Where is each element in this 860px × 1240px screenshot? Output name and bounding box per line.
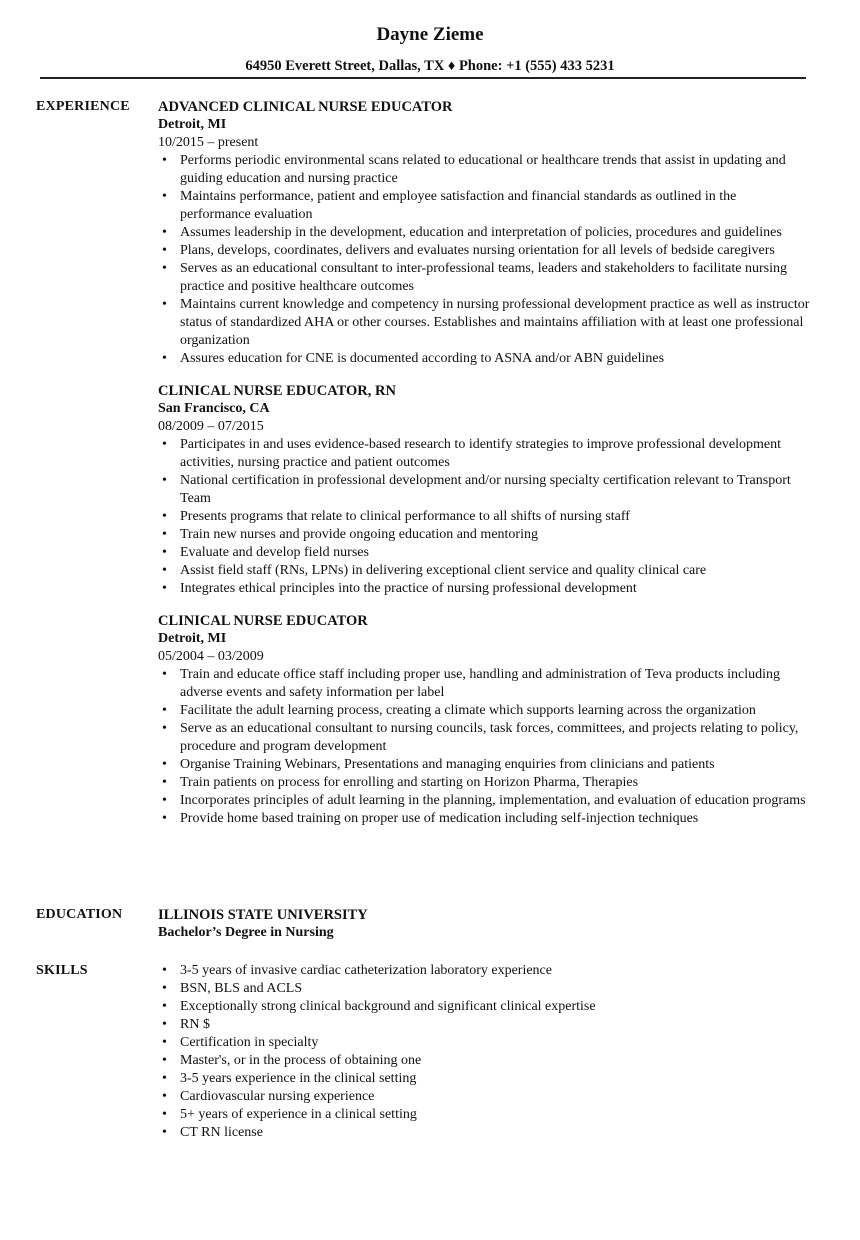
education-degree: Bachelor’s Degree in Nursing [158,925,334,940]
job-bullet-list [158,436,810,598]
list-item: • CT RN license [158,1124,810,1142]
list-item: • Maintains current knowledge and competency in nursing professional development practice as well as instructor status of standardized AHA or other courses. Establishes and maintains affiliation with at least one professional organization [158,296,810,350]
job-location: Detroit, MI [158,117,227,132]
skills-list [158,962,810,1142]
skills-section [158,962,810,1142]
list-item: • BSN, BLS and ACLS [158,980,810,998]
list-item: • Serves as an educational consultant to inter-professional teams, leaders and stakeholders to facilitate nursing practice and positive healthcare outcomes [158,260,810,296]
job-bullet-list [158,152,810,368]
list-item: • RN $ [158,1016,810,1034]
list-item: • Maintains performance, patient and employee satisfaction and financial standards as outlined in the performance evaluation [158,188,810,224]
education-section [158,906,810,942]
job-dates: 10/2015 – present [158,135,259,150]
job-entry [158,382,810,598]
list-item: • Provide home based training on proper use of medication including self-injection techniques [158,810,810,828]
job-location: San Francisco, CA [158,401,270,416]
list-item: • Performs periodic environmental scans related to educational or healthcare trends that assist in updating and guiding education and nursing practice [158,152,810,188]
list-item: • 3-5 years experience in the clinical setting [158,1070,810,1088]
section-label-experience: EXPERIENCE [36,99,130,114]
list-item: • Plans, develops, coordinates, delivers and evaluates nursing orientation for all levels of bedside caregivers [158,242,810,260]
list-item: • Cardiovascular nursing experience [158,1088,810,1106]
job-dates: 05/2004 – 03/2009 [158,649,264,664]
list-item: • Assures education for CNE is documented according to ASNA and/or ABN guidelines [158,350,810,368]
list-item: • 3-5 years of invasive cardiac catheterization laboratory experience [158,962,810,980]
section-label-skills: SKILLS [36,963,88,978]
job-title: CLINICAL NURSE EDUCATOR, RN [158,383,396,399]
header-divider [40,77,806,79]
contact-line: 64950 Everett Street, Dallas, TX ♦ Phone: +1 (555) 433 5231 [245,58,615,74]
list-item: • Facilitate the adult learning process, creating a climate which supports learning across the organization [158,702,810,720]
list-item: • Train patients on process for enrolling and starting on Horizon Pharma, Therapies [158,774,810,792]
list-item: • Incorporates principles of adult learning in the planning, implementation, and evaluation of education programs [158,792,810,810]
education-school: ILLINOIS STATE UNIVERSITY [158,907,368,923]
list-item: • Master's, or in the process of obtaining one [158,1052,810,1070]
job-entry [158,612,810,828]
list-item: • Train and educate office staff including proper use, handling and administration of Teva products including adverse events and safety information per label [158,666,810,702]
section-label-education: EDUCATION [36,907,123,922]
list-item: • Serve as an educational consultant to nursing councils, task forces, committees, and projects relating to policy, procedure and program development [158,720,810,756]
list-item: • Integrates ethical principles into the practice of nursing professional development [158,580,810,598]
list-item: • Evaluate and develop field nurses [158,544,810,562]
list-item: • Assumes leadership in the development, education and interpretation of policies, procedures and guidelines [158,224,810,242]
list-item: • Exceptionally strong clinical background and significant clinical expertise [158,998,810,1016]
list-item: • Presents programs that relate to clinical performance to all shifts of nursing staff [158,508,810,526]
list-item: • National certification in professional development and/or nursing specialty certification relevant to Transport Team [158,472,810,508]
job-title: CLINICAL NURSE EDUCATOR [158,613,368,629]
job-entry [158,98,810,368]
job-dates: 08/2009 – 07/2015 [158,419,264,434]
list-item: • Participates in and uses evidence-based research to identify strategies to improve professional development activities, nursing practice and patient outcomes [158,436,810,472]
list-item: • Train new nurses and provide ongoing education and mentoring [158,526,810,544]
job-location: Detroit, MI [158,631,227,646]
list-item: • Assist field staff (RNs, LPNs) in delivering exceptional client service and quality clinical care [158,562,810,580]
candidate-name: Dayne Zieme [376,24,484,45]
list-item: • Organise Training Webinars, Presentations and managing enquiries from clinicians and patients [158,756,810,774]
experience-section [158,98,810,842]
list-item: • Certification in specialty [158,1034,810,1052]
job-bullet-list [158,666,810,828]
list-item: • 5+ years of experience in a clinical setting [158,1106,810,1124]
job-title: ADVANCED CLINICAL NURSE EDUCATOR [158,99,453,115]
